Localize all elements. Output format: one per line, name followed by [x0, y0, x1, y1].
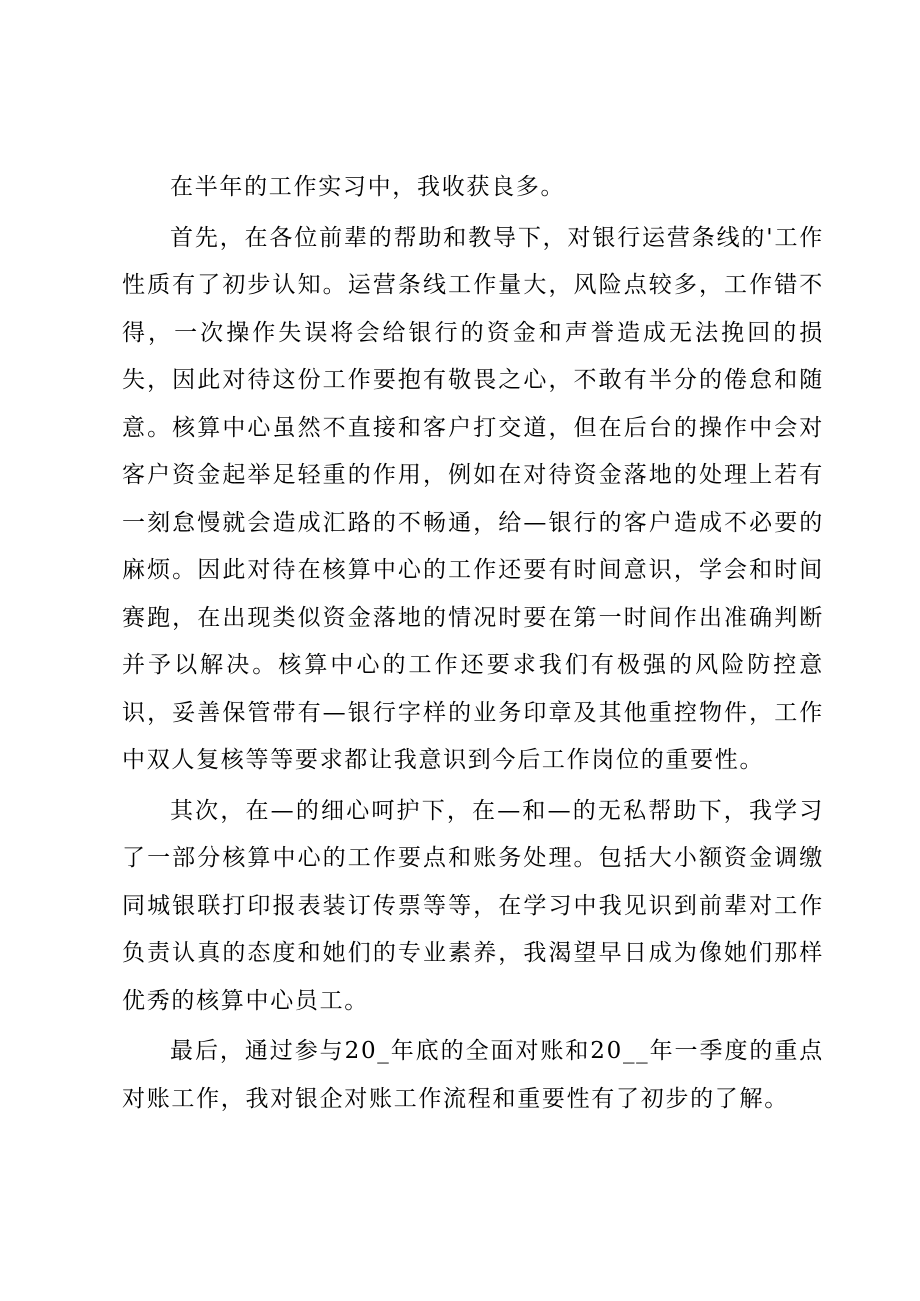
paragraph-last: 最后，通过参与20_年底的全面对账和20__年一季度的重点对账工作，我对银企对账工作流程和重要性有了初步的了解。: [122, 1038, 824, 1112]
paragraph-second: 其次，在—的细心呵护下，在—和—的无私帮助下，我学习了一部分核算中心的工作要点和账务处理。包括大小额资金调缴同城银联打印报表装订传票等等，在学习中我见识到前辈对工作负责认真的态度和她们的专业素养，我渴望早日成为像她们那样优秀的核算中心员工。: [122, 797, 824, 1014]
document-body: [122, 164, 824, 1126]
paragraph-intro: 在半年的工作实习中，我收获良多。: [170, 174, 566, 200]
paragraph-first: 首先，在各位前辈的帮助和教导下，对银行运营条线的'工作性质有了初步认知。运营条线工作量大，风险点较多，工作错不得，一次操作失误将会给银行的资金和声誉造成无法挽回的损失，因此对待这份工作要抱有敬畏之心，不敢有半分的倦怠和随意。核算中心虽然不直接和客户打交道，但在后台的操作中会对客户资金起举足轻重的作用，例如在对待资金落地的处理上若有一刻怠慢就会造成汇路的不畅通，给—银行的客户造成不必要的麻烦。因此对待在核算中心的工作还要有时间意识，学会和时间赛跑，在出现类似资金落地的情况时要在第一时间作出准确判断并予以解决。核算中心的工作还要求我们有极强的风险防控意识，妥善保管带有—银行字样的业务印章及其他重控物件，工作中双人复核等等要求都让我意识到今后工作岗位的重要性。: [122, 224, 824, 773]
